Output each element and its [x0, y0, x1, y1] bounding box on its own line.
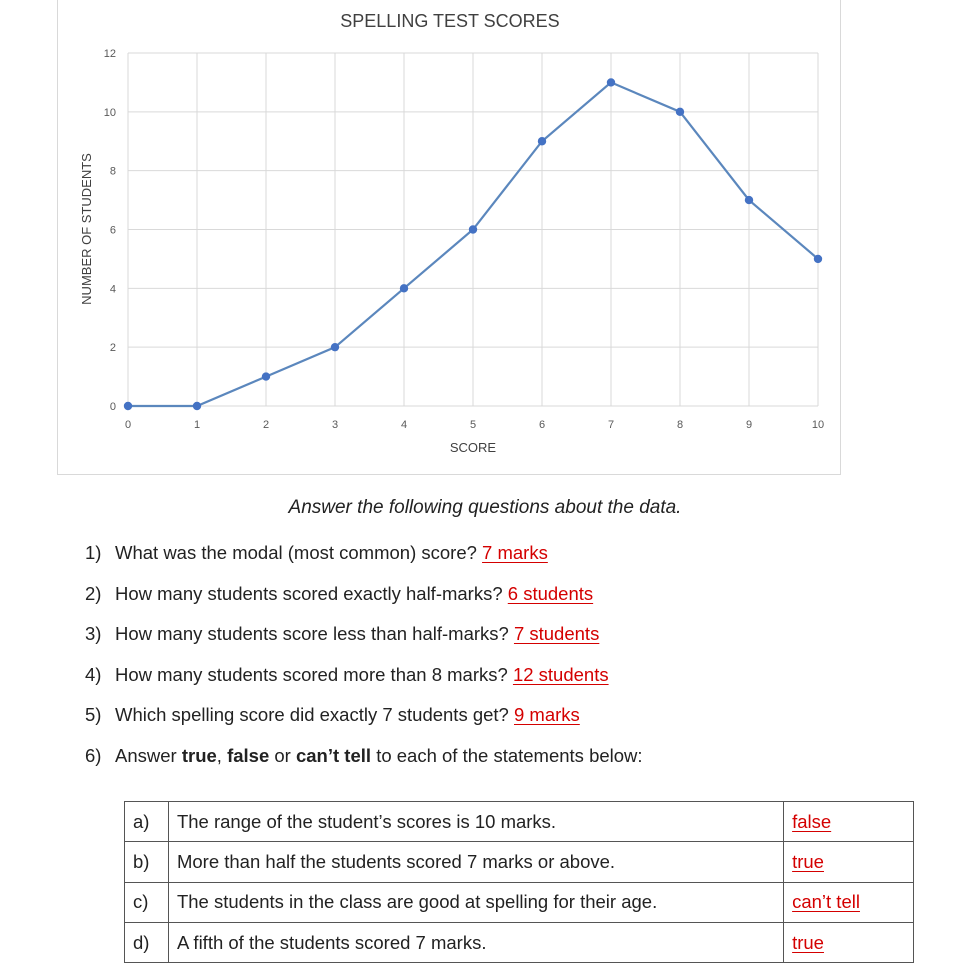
data-point: [538, 137, 546, 145]
q6-sep: ,: [216, 744, 222, 766]
x-axis-title: SCORE: [449, 440, 497, 455]
data-point: [400, 284, 408, 292]
answer: 9 marks: [514, 704, 580, 726]
data-point: [331, 343, 339, 351]
x-tick-label: 4: [400, 419, 408, 431]
question-text: How many students scored exactly half-marks?: [115, 582, 503, 604]
data-point: [745, 196, 753, 204]
data-point: [124, 402, 132, 410]
q6-pre: Answer: [115, 744, 177, 766]
q6-mid: or: [274, 744, 291, 766]
table-row: [125, 882, 914, 922]
question-2: [85, 583, 643, 624]
q6-option-true: true: [181, 744, 217, 766]
chart-frame: [57, 0, 841, 475]
x-tick-label: 5: [469, 419, 477, 431]
data-point: [814, 255, 822, 263]
statement-letter: b): [125, 842, 169, 882]
question-5: [85, 704, 643, 745]
q6-option-cant-tell: can’t tell: [295, 744, 372, 766]
statement-text: The range of the student’s scores is 10 marks.: [168, 802, 783, 842]
statement-verdict: false: [792, 810, 832, 832]
table-row: [125, 922, 914, 962]
statement-text: The students in the class are good at spelling for their age.: [168, 882, 783, 922]
x-tick-label: 10: [811, 419, 825, 431]
q6-post: to each of the statements below:: [376, 744, 643, 766]
question-text: What was the modal (most common) score?: [115, 542, 477, 563]
y-tick-label: 8: [109, 165, 116, 178]
answer: 12 students: [512, 663, 609, 685]
data-point: [193, 402, 201, 410]
question-4: [85, 664, 643, 705]
statement-verdict: can’t tell: [792, 891, 860, 913]
y-tick-label: 10: [103, 106, 116, 119]
question-3: [85, 623, 643, 664]
x-tick-label: 9: [745, 419, 753, 431]
answer: 7 marks: [482, 542, 548, 563]
statement-verdict-cell: [784, 882, 914, 922]
statement-verdict: true: [792, 850, 824, 872]
answer: 7 students: [513, 623, 600, 645]
y-tick-label: 0: [109, 401, 116, 413]
y-tick-label: 4: [109, 283, 116, 296]
question-number: 1): [85, 542, 102, 563]
q6-option-false: false: [227, 744, 270, 766]
x-tick-label: 8: [676, 419, 684, 431]
statement-letter: c): [125, 882, 169, 922]
statement-verdict-cell: [784, 922, 914, 962]
x-tick-label: 0: [124, 419, 132, 431]
statement-verdict: true: [792, 931, 824, 953]
question-number: 6): [85, 744, 102, 766]
y-tick-labels: [104, 48, 116, 413]
statement-verdict-cell: [784, 842, 914, 882]
data-point: [262, 372, 270, 380]
question-number: 2): [85, 582, 102, 604]
line-chart: [58, 0, 842, 475]
statement-verdict-cell: [784, 802, 914, 842]
data-point: [469, 225, 477, 233]
y-axis-title: NUMBER OF STUDENTS: [79, 153, 94, 305]
statement-letter: d): [125, 922, 169, 962]
question-number: 3): [85, 623, 102, 645]
x-tick-label: 7: [607, 419, 615, 431]
instructions: Answer the following questions about the data.: [288, 497, 682, 518]
question-6: [85, 745, 643, 786]
statement-text: More than half the students scored 7 marks or above.: [168, 842, 783, 882]
y-tick-label: 2: [109, 342, 116, 355]
question-1: [85, 542, 643, 583]
question-text: Which spelling score did exactly 7 students get?: [115, 704, 509, 726]
table-row: [125, 842, 914, 882]
question-text: How many students scored more than 8 marks?: [115, 663, 508, 685]
x-tick-labels: [125, 419, 824, 431]
x-tick-label: 2: [262, 419, 270, 431]
x-tick-label: 6: [538, 419, 546, 431]
statement-letter: a): [125, 802, 169, 842]
table-row: [125, 802, 914, 842]
chart-title: SPELLING TEST SCORES: [340, 11, 560, 31]
question-list: [85, 542, 643, 786]
y-tick-label: 12: [103, 48, 116, 60]
y-tick-label: 6: [109, 224, 116, 237]
question-number: 5): [85, 704, 102, 726]
statement-text: A fifth of the students scored 7 marks.: [168, 922, 783, 962]
x-tick-label: 3: [331, 419, 339, 431]
question-number: 4): [85, 663, 102, 685]
answer: 6 students: [507, 582, 594, 604]
question-text: How many students score less than half-marks?: [115, 623, 509, 645]
statements-table: [124, 801, 914, 963]
x-tick-label: 1: [193, 419, 201, 431]
data-point: [607, 78, 615, 86]
data-point: [676, 108, 684, 116]
